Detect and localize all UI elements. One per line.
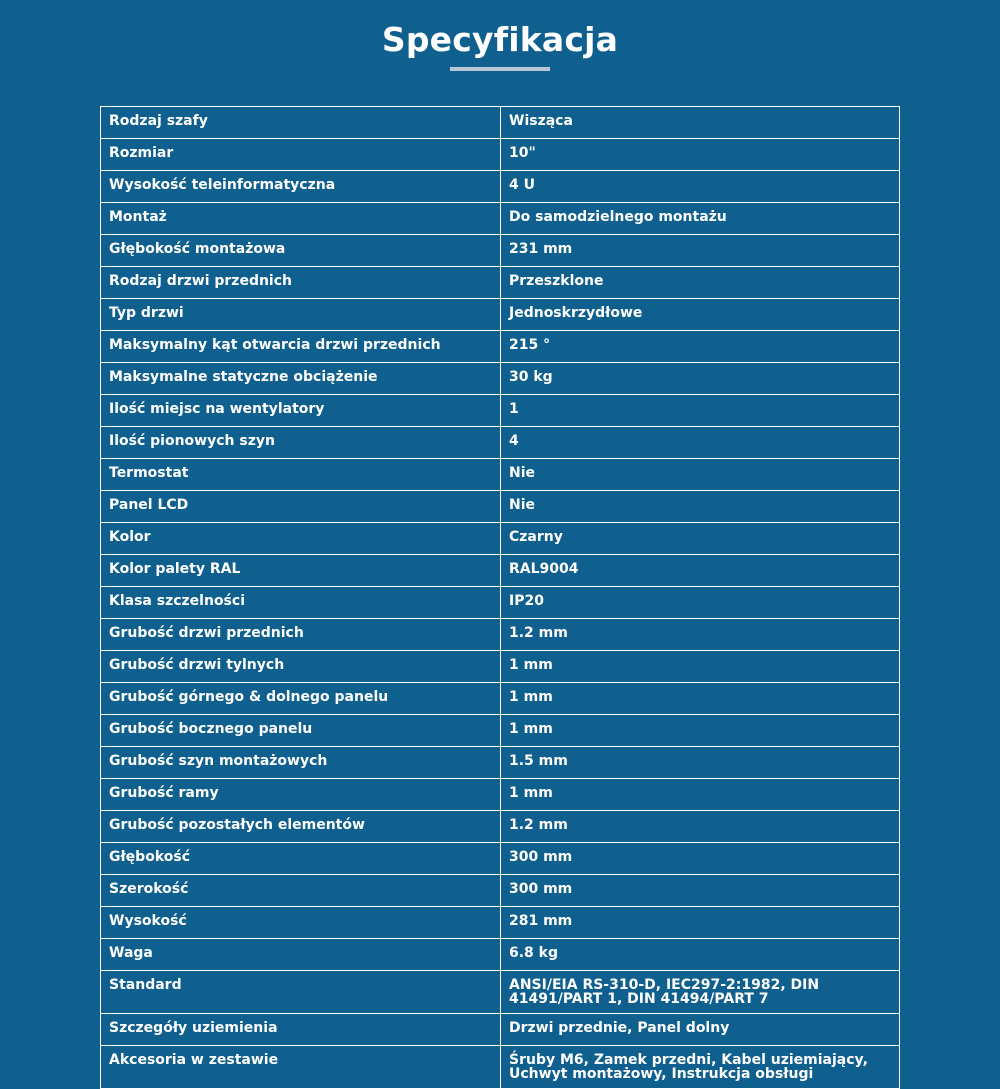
spec-label: Grubość szyn montażowych: [101, 747, 501, 779]
spec-label: Grubość drzwi tylnych: [101, 651, 501, 683]
spec-value: 231 mm: [501, 235, 900, 267]
spec-label: Grubość drzwi przednich: [101, 619, 501, 651]
table-row: [101, 235, 900, 267]
spec-label: Ilość miejsc na wentylatory: [101, 395, 501, 427]
spec-value: 4 U: [501, 171, 900, 203]
table-row: [101, 811, 900, 843]
spec-label: Klasa szczelności: [101, 587, 501, 619]
table-row: [101, 363, 900, 395]
spec-label: Głębokość montażowa: [101, 235, 501, 267]
spec-value: 300 mm: [501, 843, 900, 875]
spec-label: Panel LCD: [101, 491, 501, 523]
spec-label: Waga: [101, 939, 501, 971]
spec-value: 6.8 kg: [501, 939, 900, 971]
table-row: [101, 171, 900, 203]
spec-value: Drzwi przednie, Panel dolny: [501, 1014, 900, 1046]
spec-label: Standard: [101, 971, 501, 1014]
spec-value: 1 mm: [501, 651, 900, 683]
spec-label: Wysokość teleinformatyczna: [101, 171, 501, 203]
table-row: [101, 523, 900, 555]
spec-value: Do samodzielnego montażu: [501, 203, 900, 235]
spec-label: Szczegóły uziemienia: [101, 1014, 501, 1046]
spec-value: 30 kg: [501, 363, 900, 395]
spec-label: Rodzaj drzwi przednich: [101, 267, 501, 299]
spec-value: Nie: [501, 491, 900, 523]
table-row: [101, 683, 900, 715]
spec-value: 4: [501, 427, 900, 459]
table-row: [101, 203, 900, 235]
spec-value: Jednoskrzydłowe: [501, 299, 900, 331]
specification-table: [100, 106, 900, 1089]
spec-label: Maksymalne statyczne obciążenie: [101, 363, 501, 395]
table-row: [101, 587, 900, 619]
table-row: [101, 939, 900, 971]
spec-label: Rodzaj szafy: [101, 107, 501, 139]
spec-label: Kolor: [101, 523, 501, 555]
spec-value: 1: [501, 395, 900, 427]
table-row: [101, 1014, 900, 1046]
table-row: [101, 971, 900, 1014]
spec-value: Wisząca: [501, 107, 900, 139]
spec-value: Czarny: [501, 523, 900, 555]
spec-label: Głębokość: [101, 843, 501, 875]
spec-value: 1.2 mm: [501, 811, 900, 843]
spec-label: Akcesoria w zestawie: [101, 1046, 501, 1089]
table-row: [101, 299, 900, 331]
spec-value: 1 mm: [501, 779, 900, 811]
spec-value: IP20: [501, 587, 900, 619]
spec-value: Nie: [501, 459, 900, 491]
table-row: [101, 619, 900, 651]
spec-label: Rozmiar: [101, 139, 501, 171]
table-row: [101, 715, 900, 747]
table-row: [101, 267, 900, 299]
table-row: [101, 427, 900, 459]
spec-value: ANSI/EIA RS-310-D, IEC297-2:1982, DIN 41491/PART 1, DIN 41494/PART 7: [501, 971, 900, 1014]
spec-label: Termostat: [101, 459, 501, 491]
spec-label: Wysokość: [101, 907, 501, 939]
spec-value: RAL9004: [501, 555, 900, 587]
table-row: [101, 843, 900, 875]
table-row: [101, 107, 900, 139]
spec-label: Szerokość: [101, 875, 501, 907]
spec-label: Ilość pionowych szyn: [101, 427, 501, 459]
title-underline: [450, 67, 550, 71]
specification-table-body: [101, 107, 900, 1089]
spec-label: Typ drzwi: [101, 299, 501, 331]
table-row: [101, 875, 900, 907]
spec-value: 1.5 mm: [501, 747, 900, 779]
spec-value: Przeszklone: [501, 267, 900, 299]
table-row: [101, 651, 900, 683]
table-row: [101, 1046, 900, 1089]
spec-value: 215 °: [501, 331, 900, 363]
spec-label: Grubość pozostałych elementów: [101, 811, 501, 843]
table-row: [101, 139, 900, 171]
spec-label: Grubość górnego & dolnego panelu: [101, 683, 501, 715]
spec-value: 10": [501, 139, 900, 171]
spec-value: 300 mm: [501, 875, 900, 907]
table-row: [101, 907, 900, 939]
page-title: Specyfikacja: [381, 20, 619, 59]
table-row: [101, 491, 900, 523]
spec-value: 1 mm: [501, 683, 900, 715]
spec-value: 1.2 mm: [501, 619, 900, 651]
spec-label: Kolor palety RAL: [101, 555, 501, 587]
spec-label: Grubość ramy: [101, 779, 501, 811]
spec-label: Montaż: [101, 203, 501, 235]
spec-value: 281 mm: [501, 907, 900, 939]
table-row: [101, 331, 900, 363]
table-row: [101, 395, 900, 427]
table-row: [101, 779, 900, 811]
spec-label: Grubość bocznego panelu: [101, 715, 501, 747]
table-row: [101, 747, 900, 779]
spec-value: 1 mm: [501, 715, 900, 747]
spec-label: Maksymalny kąt otwarcia drzwi przednich: [101, 331, 501, 363]
table-row: [101, 459, 900, 491]
table-row: [101, 555, 900, 587]
spec-value: Śruby M6, Zamek przedni, Kabel uziemiający, Uchwyt montażowy, Instrukcja obsługi: [501, 1046, 900, 1089]
